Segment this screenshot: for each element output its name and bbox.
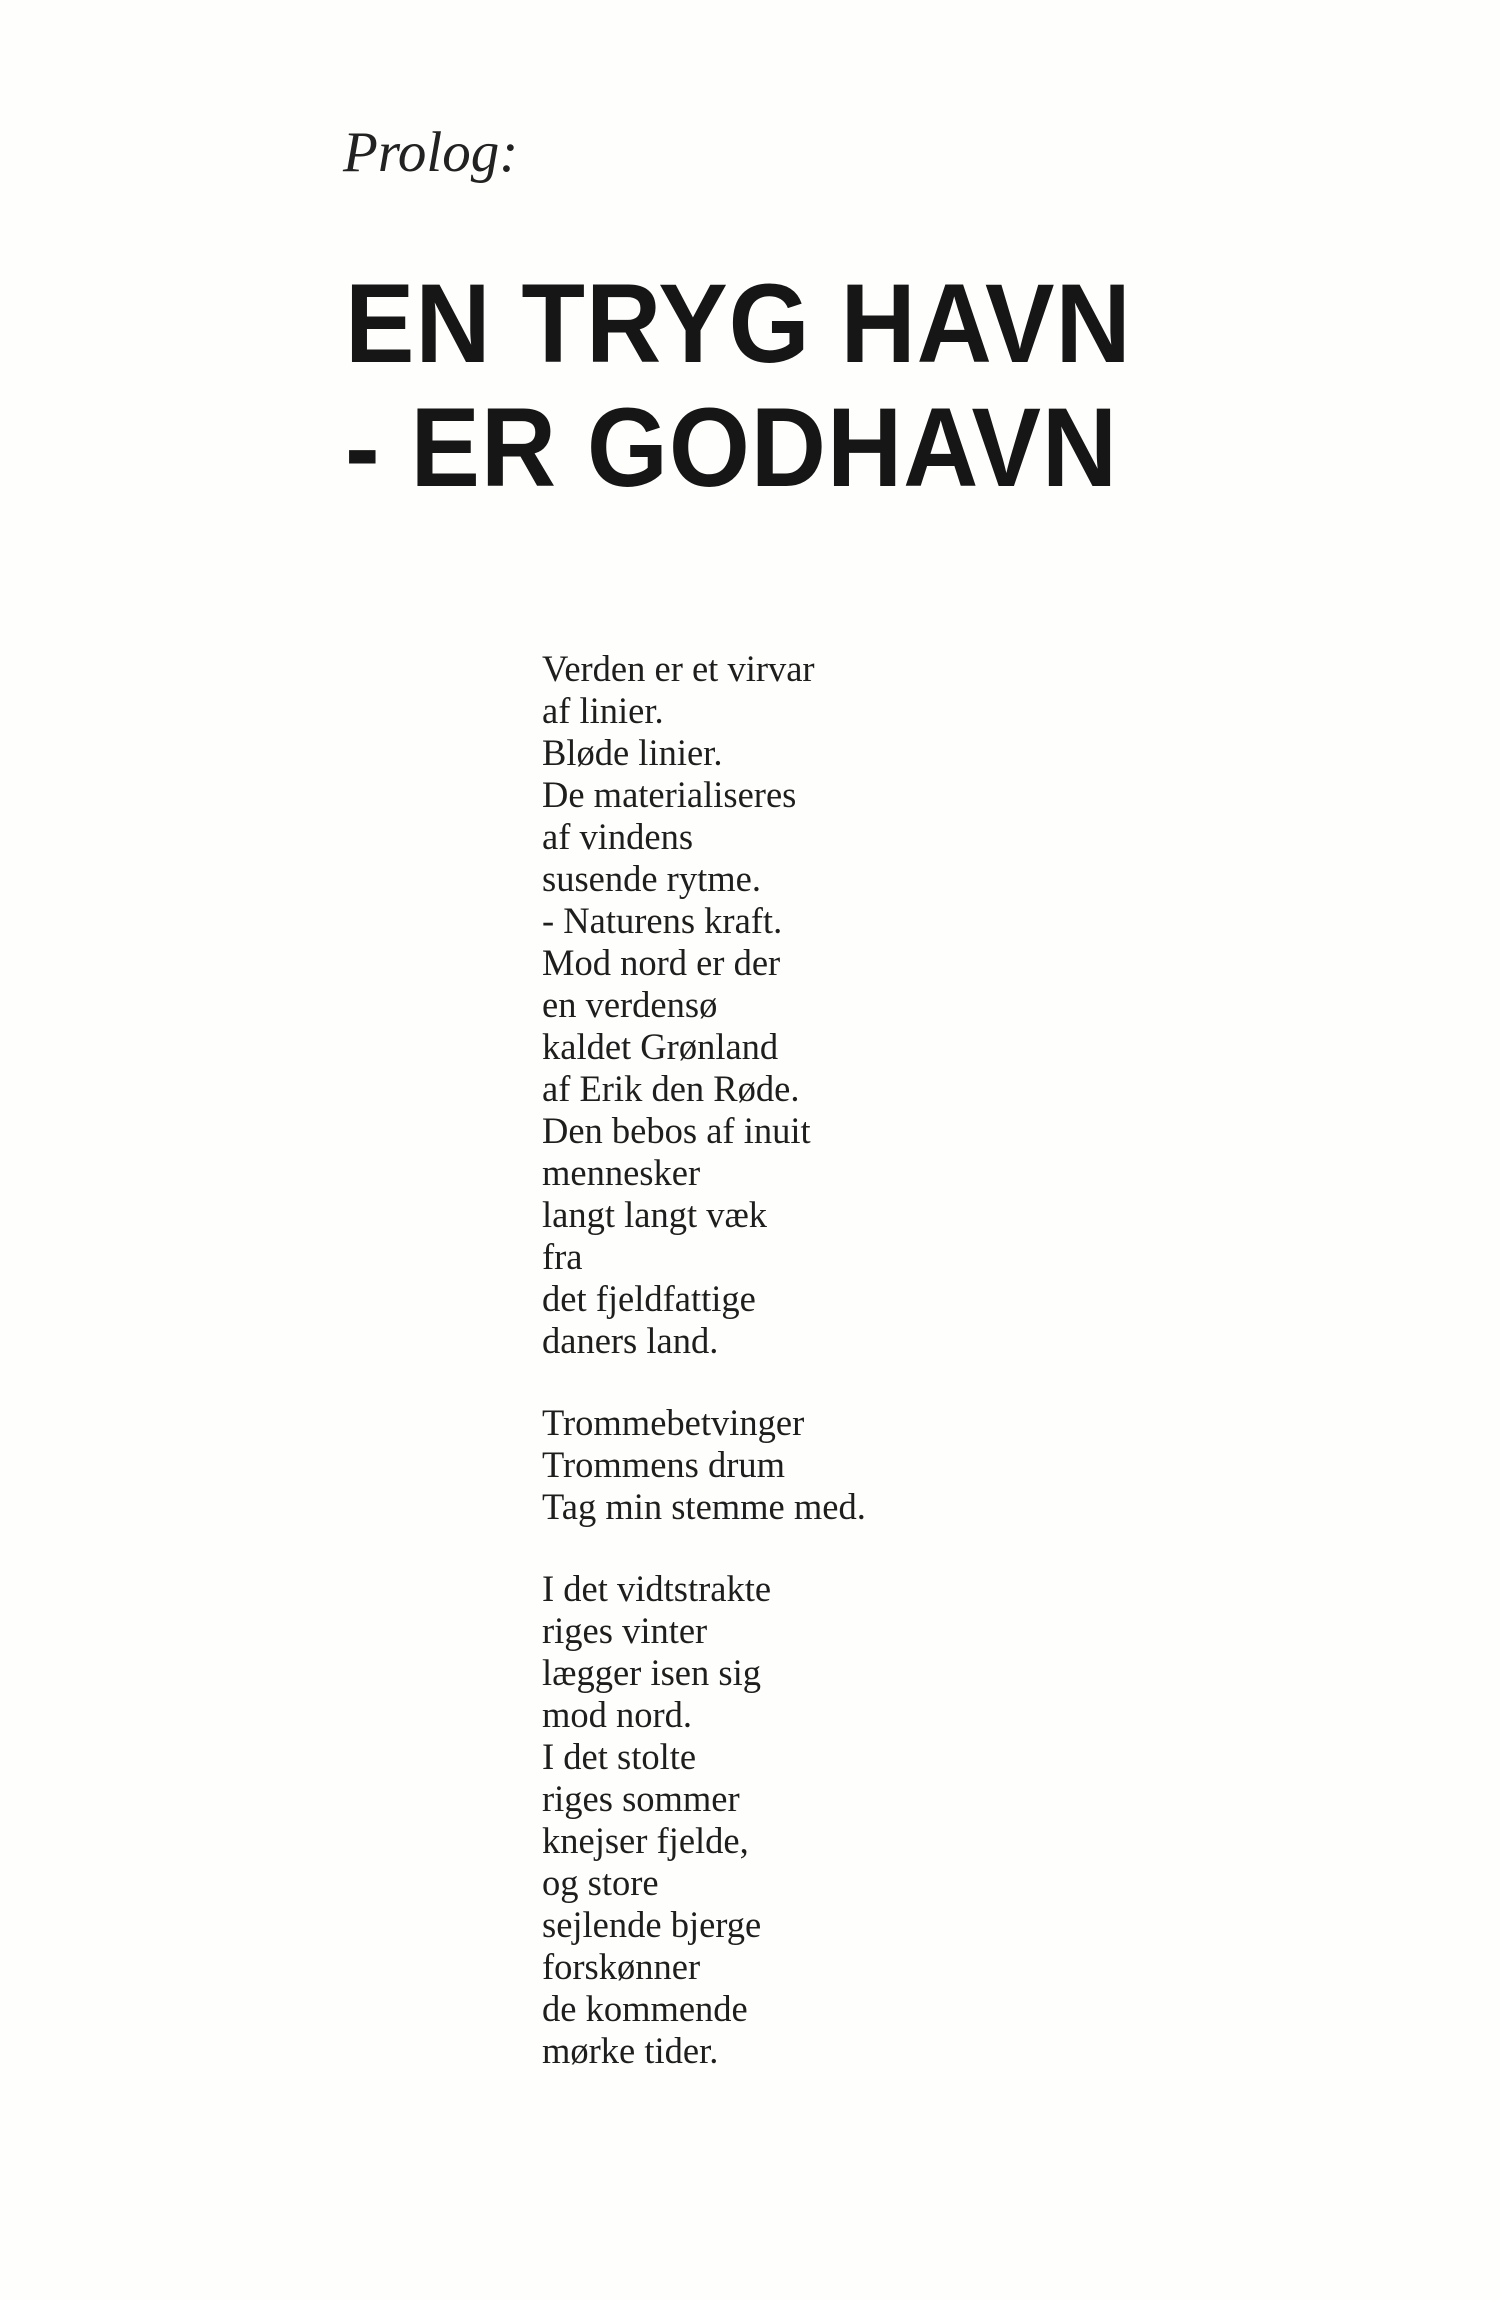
poem-line: forskønner [542, 1946, 701, 1987]
poem [542, 648, 866, 2112]
poem-line: I det vidtstrakte [542, 1568, 772, 1609]
poem-line: - Naturens kraft. [542, 900, 783, 941]
poem-line: mod nord. [542, 1694, 693, 1735]
poem-line: I det stolte [542, 1736, 697, 1777]
poem-line: Verden er et virvar [542, 648, 815, 689]
poem-line: Mod nord er der [542, 942, 781, 983]
title-line: - ER GODHAVN [345, 385, 1119, 510]
poem-line: det fjeldfattige [542, 1278, 756, 1319]
poem-line: af linier. [542, 690, 664, 731]
poem-line: mennesker [542, 1152, 701, 1193]
prolog-label: Prolog: [343, 121, 519, 184]
poem-line: sejlende bjerge [542, 1904, 762, 1945]
poem-line: susende rytme. [542, 858, 761, 899]
poem-stanza [542, 1402, 866, 1528]
poem-line: kaldet Grønland [542, 1026, 779, 1067]
poem-line: Trommebetvinger [542, 1402, 805, 1443]
poem-line: Den bebos af inuit [542, 1110, 811, 1151]
poem-line: riges vinter [542, 1610, 708, 1651]
poem-line: langt langt væk [542, 1194, 768, 1235]
poem-line: Tag min stemme med. [542, 1486, 866, 1527]
poem-line: en verdensø [542, 984, 718, 1025]
poem-line: af vindens [542, 816, 694, 857]
poem-line: riges sommer [542, 1778, 740, 1819]
title-line: EN TRYG HAVN [345, 261, 1132, 386]
poem-line: daners land. [542, 1320, 719, 1361]
page-title [345, 262, 1132, 510]
poem-stanza [542, 648, 866, 1362]
poem-line: lægger isen sig [542, 1652, 761, 1693]
poem-line: mørke tider. [542, 2030, 719, 2071]
poem-line: knejser fjelde, [542, 1820, 749, 1861]
poem-line: og store [542, 1862, 659, 1903]
poem-line: De materialiseres [542, 774, 797, 815]
poem-line: de kommende [542, 1988, 748, 2029]
poem-stanza [542, 1568, 866, 2072]
poem-line: af Erik den Røde. [542, 1068, 800, 1109]
poem-line: Trommens drum [542, 1444, 786, 1485]
poem-line: Bløde linier. [542, 732, 723, 773]
poem-line: fra [542, 1236, 583, 1277]
